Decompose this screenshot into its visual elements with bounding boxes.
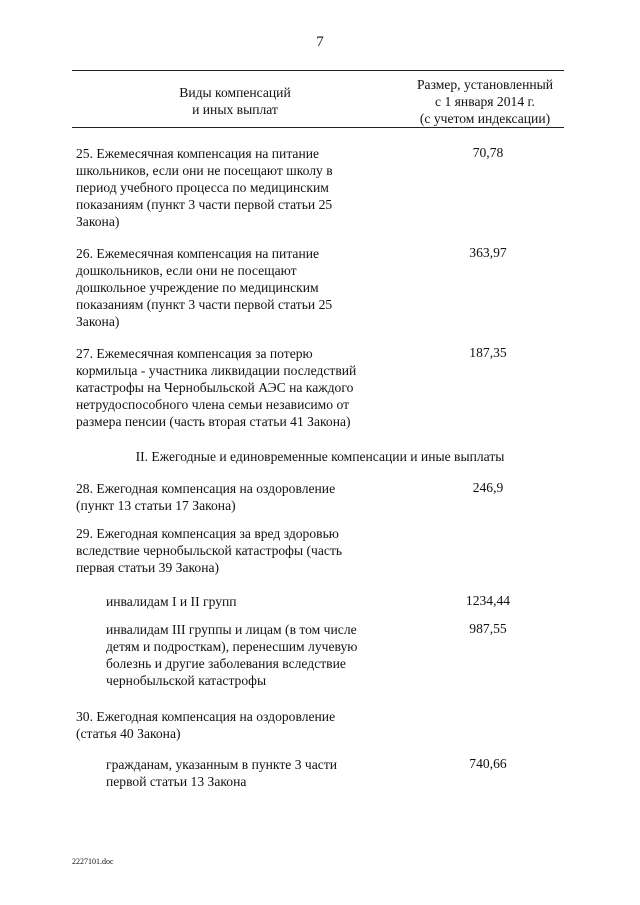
column-header-types-line: Виды компенсаций [179, 85, 291, 100]
item-line: катастрофы на Чернобыльской АЭС на каждого [76, 380, 354, 395]
item-line: кормильца - участника ликвидации последствий [76, 363, 357, 378]
item-line: болезнь и другие заболевания вследствие [106, 656, 346, 671]
item-line: школьников, если они не посещают школу в [76, 163, 333, 178]
item-line: 29. Ежегодная компенсация за вред здоровью [76, 526, 339, 541]
column-header-amount [400, 76, 570, 127]
column-header-types-line: и иных выплат [192, 102, 278, 117]
item-amount: 363,97 [469, 245, 507, 260]
column-header-amount-line: (с учетом индексации) [419, 111, 551, 126]
column-header-types [150, 84, 320, 118]
item-line: инвалидам I и II групп [106, 594, 237, 609]
header-bottom-rule [72, 127, 564, 128]
item-line: размера пенсии (часть вторая статьи 41 Закона) [76, 414, 351, 429]
item-line: 30. Ежегодная компенсация на оздоровление [76, 709, 336, 724]
item-line: период учебного процесса по медицинским [76, 180, 329, 195]
item-line: (статья 40 Закона) [76, 726, 181, 741]
column-header-amount-line: Размер, установленный [416, 77, 554, 92]
list-item [76, 480, 416, 514]
item-line: показаниям (пункт 3 части первой статьи 25 [76, 297, 333, 312]
item-line: детям и подросткам), перенесшим лучевую [106, 639, 358, 654]
list-item [76, 708, 416, 742]
item-line: 26. Ежемесячная компенсация на питание [76, 246, 320, 261]
item-line: первой статьи 13 Закона [106, 774, 247, 789]
item-line: (пункт 13 статьи 17 Закона) [76, 498, 236, 513]
item-amount: 987,55 [469, 621, 507, 636]
list-item [76, 245, 416, 330]
list-item [106, 593, 426, 610]
item-line: 25. Ежемесячная компенсация на питание [76, 146, 320, 161]
item-line: дошкольников, если они не посещают [76, 263, 297, 278]
item-line: Закона) [76, 314, 120, 329]
list-item [76, 345, 426, 430]
header-top-rule [72, 70, 564, 71]
item-line: 28. Ежегодная компенсация на оздоровление [76, 481, 336, 496]
item-line: показаниям (пункт 3 части первой статьи 25 [76, 197, 333, 212]
list-item [106, 756, 426, 790]
list-item [106, 621, 426, 689]
item-line: нетрудоспособного члена семьи независимо от [76, 397, 350, 412]
section-title: II. Ежегодные и единовременные компенсации и иные выплаты [135, 449, 505, 464]
item-line: инвалидам III группы и лицам (в том числе [106, 622, 357, 637]
item-amount: 1234,44 [465, 593, 511, 608]
item-line: вследствие чернобыльской катастрофы (часть [76, 543, 343, 558]
item-line: первая статьи 39 Закона) [76, 560, 220, 575]
item-line: 27. Ежемесячная компенсация за потерю [76, 346, 313, 361]
column-header-amount-line: с 1 января 2014 г. [435, 94, 535, 109]
document-filename: 2227101.doc [72, 857, 114, 866]
item-amount: 740,66 [469, 756, 507, 771]
item-amount: 246,9 [472, 480, 504, 495]
item-amount: 187,35 [469, 345, 507, 360]
page-number: 7 [316, 34, 324, 50]
list-item [76, 525, 416, 576]
list-item [76, 145, 416, 230]
item-line: чернобыльской катастрофы [106, 673, 267, 688]
item-amount: 70,78 [472, 145, 504, 160]
item-line: Закона) [76, 214, 120, 229]
item-line: гражданам, указанным в пункте 3 части [106, 757, 338, 772]
item-line: дошкольное учреждение по медицинским [76, 280, 319, 295]
